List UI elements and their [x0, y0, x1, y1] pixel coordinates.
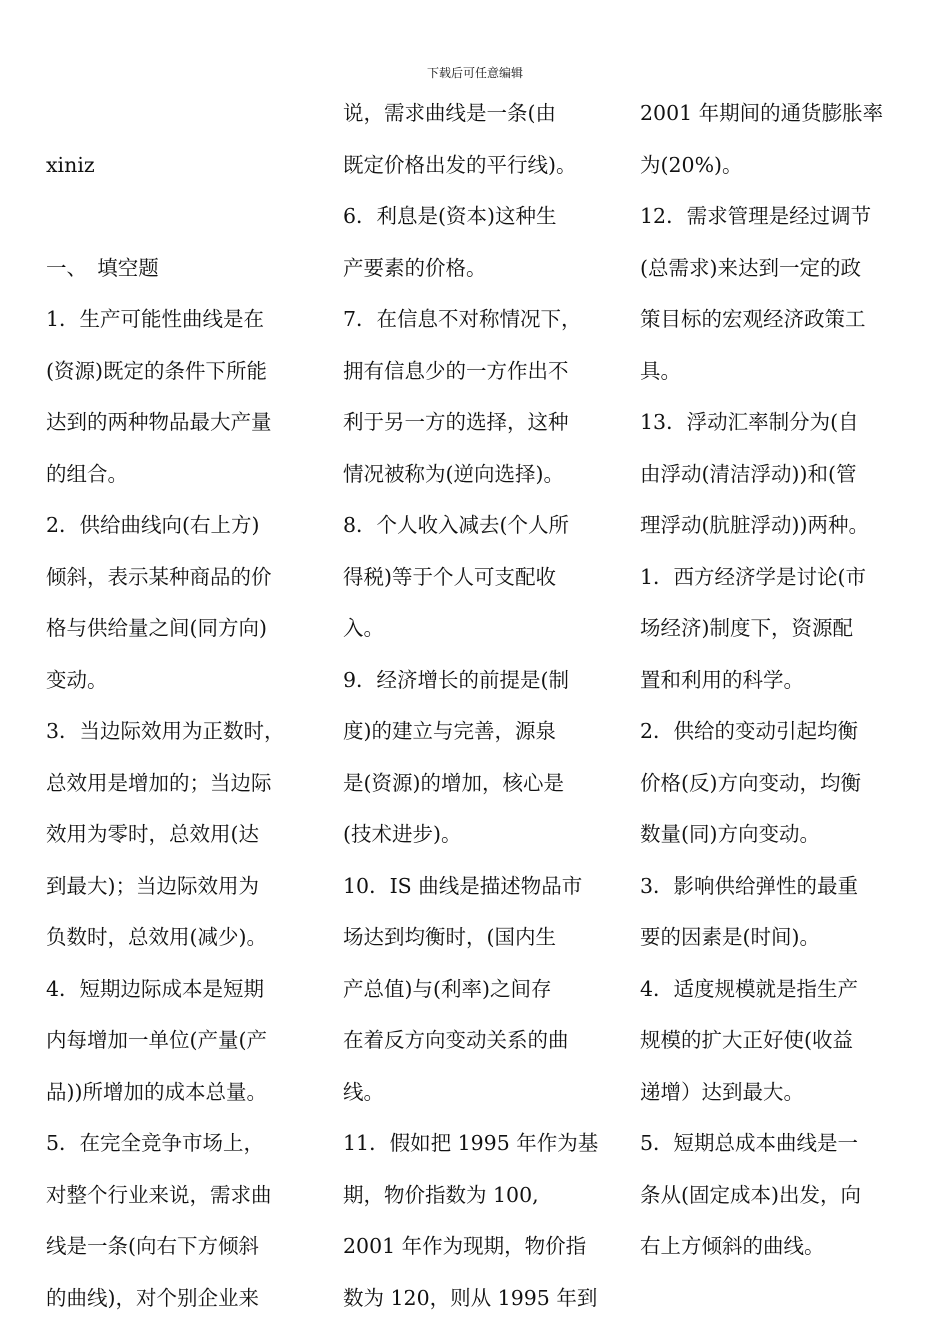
- text-line: 拥有信息少的一方作出不: [343, 358, 569, 383]
- text-line: 4．适度规模就是指生产: [640, 976, 859, 1001]
- text-line: 置和利用的科学。: [640, 667, 804, 692]
- text-line: 的组合。: [46, 461, 128, 486]
- text-line: 2001 年作为现期，物价指: [343, 1234, 587, 1258]
- text-line: 递增）达到最大。: [640, 1079, 804, 1104]
- text-line: 线。: [343, 1079, 384, 1104]
- text-line: 场达到均衡时，(国内生: [343, 925, 556, 949]
- text-line: 6．利息是(资本)这种生: [343, 204, 557, 228]
- text-line: 由浮动(清洁浮动))和(管: [640, 461, 857, 486]
- text-line: 一、 填空题: [46, 255, 159, 280]
- text-line: 理浮动(肮脏浮动))两种。: [640, 513, 869, 537]
- text-line: 说，需求曲线是一条(由: [343, 101, 556, 125]
- text-line: 格与供给量之间(同方向): [46, 616, 267, 640]
- text-line: 条从(固定成本)出发，向: [640, 1182, 861, 1207]
- text-line: 负数时，总效用(减少)。: [46, 925, 267, 949]
- text-line: 效用为零时，总效用(达: [46, 822, 259, 846]
- text-line: (技术进步)。: [343, 822, 462, 846]
- text-line: 既定价格出发的平行线)。: [343, 152, 577, 177]
- text-line: (资源)既定的条件下所能: [46, 358, 267, 383]
- text-line: 倾斜，表示某种商品的价: [46, 564, 272, 589]
- text-line: 变动。: [46, 667, 108, 692]
- text-line: 2．供给曲线向(右上方): [46, 513, 260, 537]
- text-line: 5．短期总成本曲线是一: [640, 1131, 859, 1155]
- text-line: 策目标的宏观经济政策工: [640, 307, 866, 331]
- text-line: 右上方倾斜的曲线。: [640, 1234, 825, 1258]
- text-line: 线是一条(向右下方倾斜: [46, 1234, 259, 1258]
- text-line: 4．短期边际成本是短期: [46, 976, 265, 1001]
- text-line: 期，物价指数为 100,: [343, 1182, 539, 1207]
- text-line: 具。: [640, 358, 681, 383]
- text-line: 12．需求管理是经过调节: [640, 204, 872, 228]
- text-line: 品))所增加的成本总量。: [46, 1079, 267, 1104]
- text-line: 在着反方向变动关系的曲: [343, 1028, 569, 1052]
- text-line: 10．IS 曲线是描述物品市: [343, 873, 583, 898]
- text-line: 对整个行业来说，需求曲: [46, 1182, 272, 1207]
- text-line: 2001 年期间的通货膨胀率: [640, 101, 884, 125]
- text-line: 3．影响供给弹性的最重: [640, 873, 859, 898]
- text-line: 产要素的价格。: [343, 255, 487, 280]
- text-column-right: [640, 88, 910, 1273]
- text-line: 度)的建立与完善，源泉: [343, 719, 556, 743]
- text-line: 11．假如把 1995 年作为基: [343, 1131, 599, 1155]
- text-line: 数为 120，则从 1995 年到: [343, 1285, 598, 1310]
- text-line: 达到的两种物品最大产量: [46, 410, 272, 434]
- text-line: [46, 191, 308, 243]
- text-line: 要的因素是(时间)。: [640, 925, 820, 949]
- text-line: 8．个人收入减去(个人所: [343, 513, 570, 537]
- text-line: 的曲线)，对个别企业来: [46, 1285, 259, 1310]
- text-column-middle: [343, 88, 611, 1324]
- text-line: (总需求)来达到一定的政: [640, 255, 861, 280]
- text-line: 数量(同)方向变动。: [640, 822, 820, 846]
- text-line: 得税)等于个人可支配收: [343, 564, 556, 589]
- text-line: 2．供给的变动引起均衡: [640, 719, 859, 743]
- text-line: 9．经济增长的前提是(制: [343, 667, 570, 692]
- text-column-left: [46, 88, 308, 1324]
- text-line: 场经济)制度下，资源配: [640, 616, 853, 640]
- text-line: 规模的扩大正好使(收益: [640, 1028, 853, 1052]
- text-line: 入。: [343, 616, 384, 640]
- text-line: 价格(反)方向变动，均衡: [640, 770, 861, 795]
- text-line: 13．浮动汇率制分为(自: [640, 410, 859, 434]
- text-line: 5．在完全竞争市场上，: [46, 1131, 265, 1155]
- text-line: 产总值)与(利率)之间存: [343, 976, 552, 1001]
- page-header: 下载后可任意编辑: [426, 66, 523, 80]
- text-line: xiniz: [46, 152, 95, 177]
- text-line: 3．当边际效用为正数时，: [46, 719, 285, 743]
- text-line: 7．在信息不对称情况下，: [343, 307, 582, 331]
- text-line: [46, 88, 308, 140]
- text-line: 利于另一方的选择，这种: [343, 410, 569, 434]
- text-line: 是(资源)的增加，核心是: [343, 770, 564, 795]
- text-line: 为(20%)。: [640, 152, 743, 177]
- text-line: 情况被称为(逆向选择)。: [343, 461, 564, 486]
- text-line: 总效用是增加的；当边际: [46, 770, 272, 795]
- text-line: 1．生产可能性曲线是在: [46, 307, 265, 331]
- text-line: 到最大)；当边际效用为: [46, 873, 259, 898]
- text-line: 内每增加一单位(产量(产: [46, 1028, 267, 1052]
- text-line: 1．西方经济学是讨论(市: [640, 564, 867, 589]
